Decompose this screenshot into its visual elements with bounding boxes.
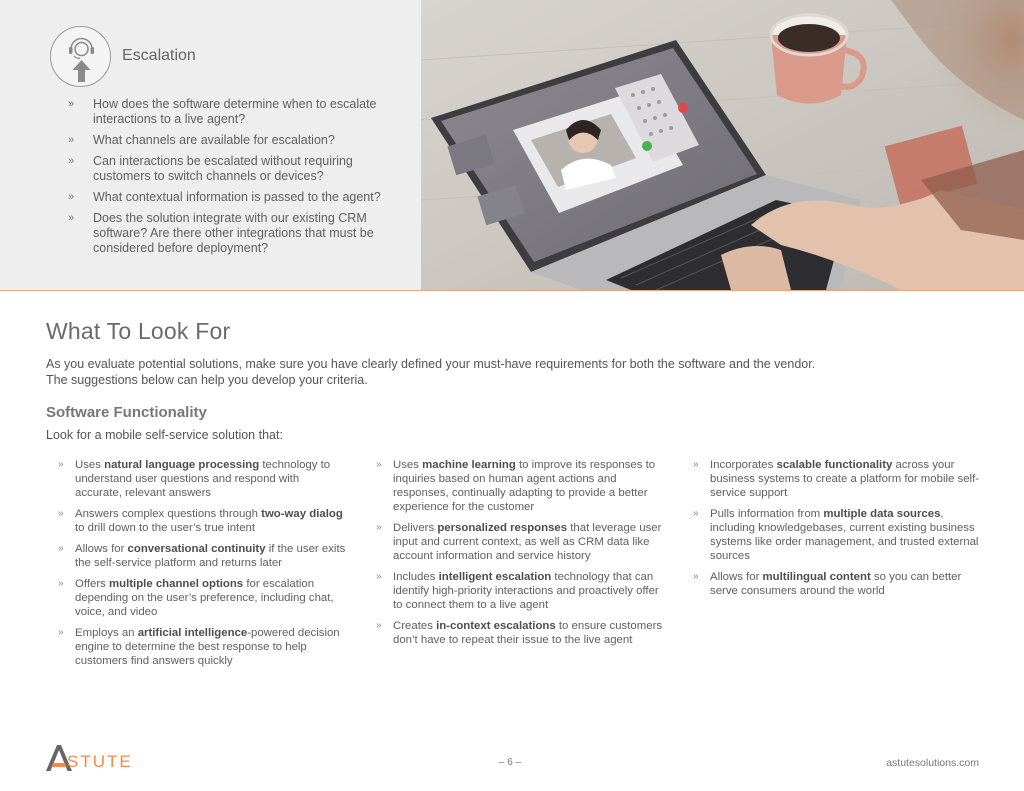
- item-text: so you can better serve consumers around the world: [710, 571, 962, 597]
- item-highlight: conversational continuity: [127, 543, 266, 555]
- criteria-column-2: [376, 458, 666, 654]
- item-text: that leverage user input and current context, as well as CRM data like account information and service history: [393, 522, 662, 562]
- list-item: [68, 211, 398, 256]
- intro-line: The suggestions below can help you develop your criteria.: [46, 373, 368, 387]
- bullet-glyph: »: [376, 620, 382, 631]
- list-item: [68, 154, 398, 184]
- bullet-glyph: »: [693, 508, 699, 519]
- website-link[interactable]: astutesolutions.com: [886, 757, 979, 769]
- escalation-icon: [50, 26, 111, 87]
- question-text: Does the solution integrate with our existing CRM software? Are there other integrations that must be considered before deployment?: [93, 211, 374, 255]
- list-item: [58, 542, 348, 570]
- item-text: technology to understand user questions and respond with accurate, relevant answers: [75, 459, 331, 499]
- item-text: Uses: [75, 459, 105, 471]
- item-text: Allows for: [710, 571, 763, 583]
- list-item: [376, 619, 666, 647]
- item-text: Pulls information from: [710, 508, 824, 520]
- intro-line: As you evaluate potential solutions, make sure you have clearly defined your must-have requirements for both the software and the vendor.: [46, 357, 816, 371]
- item-highlight: multiple data sources: [823, 508, 941, 520]
- bullet-glyph: »: [376, 571, 382, 582]
- list-item: [376, 458, 666, 514]
- bullet-glyph: »: [58, 543, 64, 554]
- item-text: technology that can identify high-priority interactions and proactively offer to connect them to a live agent: [393, 571, 659, 611]
- bullet-glyph: »: [693, 571, 699, 582]
- bullet-glyph: »: [68, 134, 75, 146]
- list-item: [376, 570, 666, 612]
- question-text: How does the software determine when to escalate interactions to a live agent?: [93, 97, 377, 126]
- bullet-glyph: »: [68, 191, 75, 203]
- list-item: [58, 626, 348, 668]
- item-highlight: multiple channel options: [108, 578, 244, 590]
- item-highlight: intelligent escalation: [438, 571, 552, 583]
- criteria-column-3: [693, 458, 983, 605]
- section-divider: [0, 290, 1024, 291]
- item-text: -powered decision engine to determine the best response to help customers find answers quickly: [75, 627, 340, 667]
- bullet-glyph: »: [68, 212, 75, 224]
- list-item: [693, 570, 983, 598]
- list-item: [693, 507, 983, 563]
- item-text: Incorporates: [710, 459, 777, 471]
- section-title: What To Look For: [46, 318, 231, 344]
- question-text: What channels are available for escalation?: [93, 133, 335, 147]
- item-text: Answers complex questions through: [75, 508, 262, 520]
- list-item: [68, 133, 398, 148]
- item-highlight: personalized responses: [437, 522, 568, 534]
- escalation-panel: [0, 0, 421, 291]
- item-text: Uses: [393, 459, 423, 471]
- item-highlight: scalable functionality: [776, 459, 893, 471]
- item-text: if the user exits the self-service platform and returns later: [75, 543, 346, 569]
- list-item: [693, 458, 983, 500]
- item-highlight: multilingual content: [762, 571, 871, 583]
- escalation-title: Escalation: [122, 47, 196, 64]
- item-text: to drill down to the user’s true intent: [75, 522, 256, 534]
- lead-text: Look for a mobile self-service solution that:: [46, 428, 283, 442]
- bullet-glyph: »: [58, 578, 64, 589]
- list-item: [58, 507, 348, 535]
- bullet-glyph: »: [58, 627, 64, 638]
- list-item: [68, 190, 398, 205]
- bullet-glyph: »: [68, 155, 75, 167]
- item-text: Includes: [393, 571, 439, 583]
- bullet-glyph: »: [58, 459, 64, 470]
- item-text: to ensure customers don’t have to repeat their issue to the live agent: [393, 620, 663, 646]
- item-highlight: in-context escalations: [436, 620, 556, 632]
- subsection-title: Software Functionality: [46, 404, 207, 421]
- bullet-glyph: »: [376, 522, 382, 533]
- top-band: [0, 0, 1024, 291]
- item-text: Delivers: [393, 522, 438, 534]
- item-text: Offers: [75, 578, 109, 590]
- item-highlight: two-way dialog: [261, 508, 343, 520]
- item-text: for escalation depending on the user’s preference, including chat, voice, and video: [75, 578, 334, 618]
- item-highlight: artificial intelligence: [137, 627, 248, 639]
- intro-paragraph: [46, 356, 946, 388]
- item-text: , including knowledgebases, current existing business systems like order management, and trusted external sources: [710, 508, 979, 562]
- item-highlight: natural language processing: [104, 459, 260, 471]
- item-text: Creates: [393, 620, 437, 632]
- item-highlight: machine learning: [422, 459, 516, 471]
- list-item: [58, 577, 348, 619]
- list-item: [68, 97, 398, 127]
- item-text: Allows for: [75, 543, 128, 555]
- list-item: [376, 521, 666, 563]
- page-number: – 6 –: [498, 757, 522, 768]
- bullet-glyph: »: [68, 98, 75, 110]
- item-text: across your business systems to create a platform for mobile self-service support: [710, 459, 980, 499]
- bullet-glyph: »: [58, 508, 64, 519]
- list-item: [58, 458, 348, 500]
- item-text: Employs an: [75, 627, 138, 639]
- logo-wordmark: STUTE: [67, 752, 133, 771]
- escalation-question-list: [68, 97, 398, 262]
- bullet-glyph: »: [693, 459, 699, 470]
- laptop-video-chat-photo: [421, 0, 1024, 290]
- item-text: to improve its responses to inquiries based on human agent actions and responses, continually adapting to provide a better experience for the customer: [393, 459, 656, 513]
- criteria-column-1: [58, 458, 348, 675]
- question-text: Can interactions be escalated without requiring customers to switch channels or devices?: [93, 154, 353, 183]
- bullet-glyph: »: [376, 459, 382, 470]
- question-text: What contextual information is passed to the agent?: [93, 190, 381, 204]
